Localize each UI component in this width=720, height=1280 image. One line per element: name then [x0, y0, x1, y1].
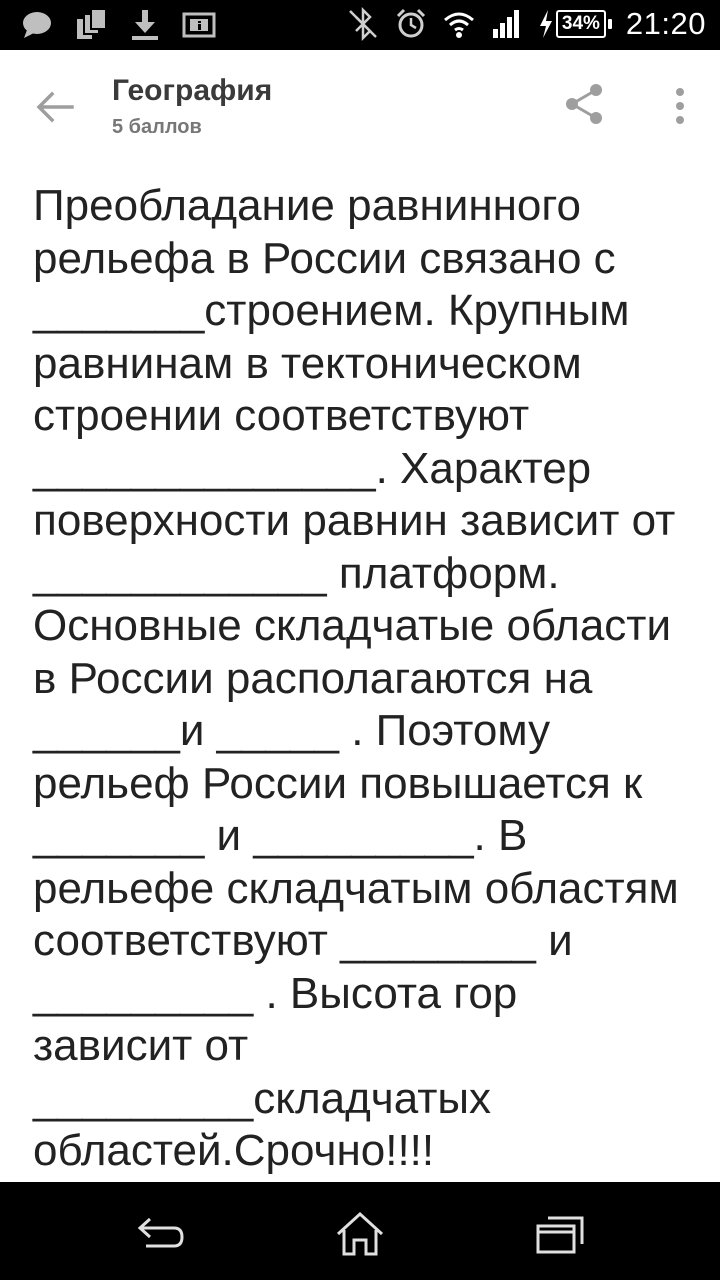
nav-recent-apps-icon[interactable] [532, 1210, 588, 1258]
navigation-bar [0, 1182, 720, 1280]
chat-bubble-icon [20, 8, 54, 42]
app-bar [0, 50, 720, 160]
nav-home-icon[interactable] [332, 1210, 388, 1258]
nav-back-icon[interactable] [132, 1210, 188, 1258]
alarm-icon [394, 7, 428, 41]
info-icon [182, 8, 216, 42]
battery-percent: 34% [556, 10, 606, 38]
signal-icon [490, 7, 524, 41]
charging-icon [538, 9, 554, 39]
clock: 21:20 [625, 6, 706, 41]
status-bar [0, 0, 720, 50]
back-arrow-icon[interactable] [30, 82, 80, 132]
copy-icon [74, 8, 108, 42]
page-title: География [112, 74, 273, 107]
question-content [0, 160, 720, 1182]
question-text: Преобладание равнинного рельефа в России связано с _______строением. Крупным равнинам в тектоническом строении соответствуют ______________. Характер поверхности равнин зависит от ____________ платформ. Основные складчатые области в России располагаются на ______и _____ . Поэтому рельеф России повышается к _______ и _________. В рельефе складчатым областям соответствуют ________ и _________ . Высота гор зависит от _________складчатых областей.Срочно!!!! [33, 181, 679, 1175]
status-bar-notifications [20, 8, 216, 42]
points-label: 5 баллов [112, 116, 202, 138]
download-icon [128, 8, 162, 42]
wifi-icon [442, 7, 476, 41]
more-options-icon[interactable] [662, 84, 698, 128]
status-bar-system [346, 6, 706, 42]
bluetooth-off-icon [346, 7, 380, 41]
battery-indicator [538, 9, 612, 39]
share-icon[interactable] [560, 80, 608, 128]
